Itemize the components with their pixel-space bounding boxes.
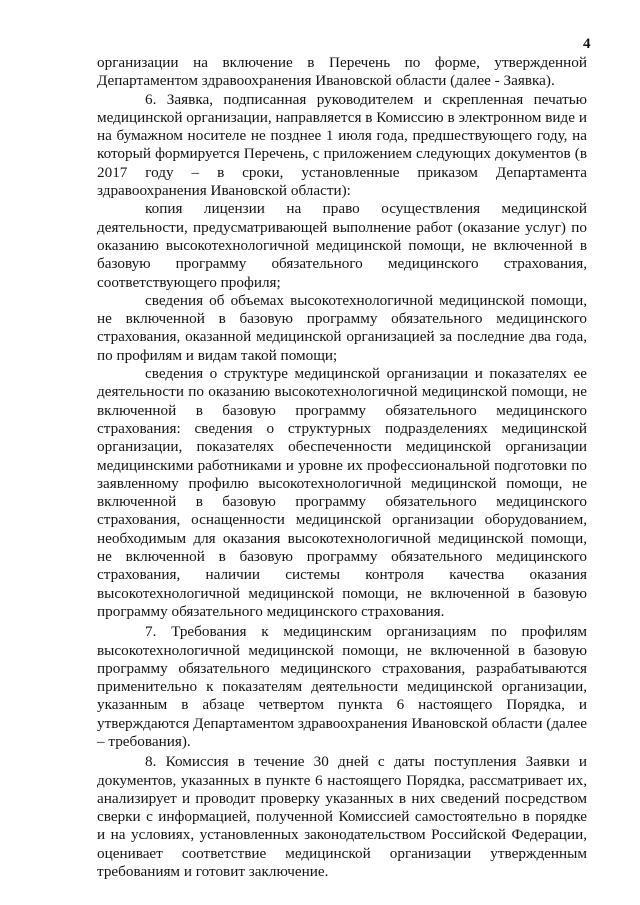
paragraph-volume-info: сведения об объемах высокотехнологичной медицинской помощи, не включенной в базовую программу обязательного медицинского страхования, оказанной медицинской организацией за последние два года, по профилям и видам такой помощи; [97, 291, 587, 364]
paragraph-license-copy: копия лицензии на право осуществления медицинской деятельности, предусматривающей выполнение работ (оказание услуг) по оказанию высокотехнологичной медицинской помощи, не включенной в базовую программу обязательного медицинского страхования, соответствующего профиля; [97, 200, 587, 291]
paragraph-item-8: 8. Комиссия в течение 30 дней с даты поступления Заявки и документов, указанных в пункте 6 настоящего Порядка, рассматривает их, анализирует и проводит проверку указанных в них сведений посредством сверки с информацией, полученной Комиссией самостоятельно в порядке и на условиях, установленных законодательством Российской Федерации, оценивает соответствие медицинской организации утвержденным требованиям и готовит заключение. [97, 753, 587, 881]
paragraph-item-7: 7. Требования к медицинским организациям по профилям высокотехнологичной медицинской помощи, не включенной в базовую программу обязательного медицинского страхования, разрабатываются применительно к показателям деятельности медицинской организации, указанным в абзаце четвертом пункта 6 настоящего Порядка, и утверждаются Департаментом здравоохранения Ивановской области (далее – требования). [97, 623, 587, 750]
paragraph-continuation: организации на включение в Перечень по форме, утвержденной Департаментом здравоохранения Ивановской области (далее - Заявка). [97, 54, 587, 90]
paragraph-item-6: 6. Заявка, подписанная руководителем и скрепленная печатью медицинской организации, направляется в Комиссию в электронном виде и на бумажном носителе не позднее 1 июля года, предшествующего году, на который формируется Перечень, с приложением следующих документов (в 2017 году – в сроки, установленные приказом Департамента здравоохранения Ивановской области): [97, 90, 587, 200]
page-number: 4 [583, 36, 591, 52]
paragraph-structure-info: сведения о структуре медицинской организации и показателях ее деятельности по оказанию высокотехнологичной медицинской помощи, не включенной в базовую программу обязательного медицинского страхования: сведения о структурных подразделениях медицинской организации, показателях обеспеченности медицинской организации медицинскими работниками и уровне их профессиональной подготовки по заявленному профилю высокотехнологичной медицинской помощи, не включенной в базовую программу обязательного медицинского страхования, оснащенности медицинской организации оборудованием, необходимым для оказания высокотехнологичной медицинской помощи, не включенной в базовую программу обязательного медицинского страхования, наличии системы контроля качества оказания высокотехнологичной медицинской помощи, не включенной в базовую программу обязательного медицинского страхования. [97, 365, 587, 620]
document-body [97, 54, 587, 881]
